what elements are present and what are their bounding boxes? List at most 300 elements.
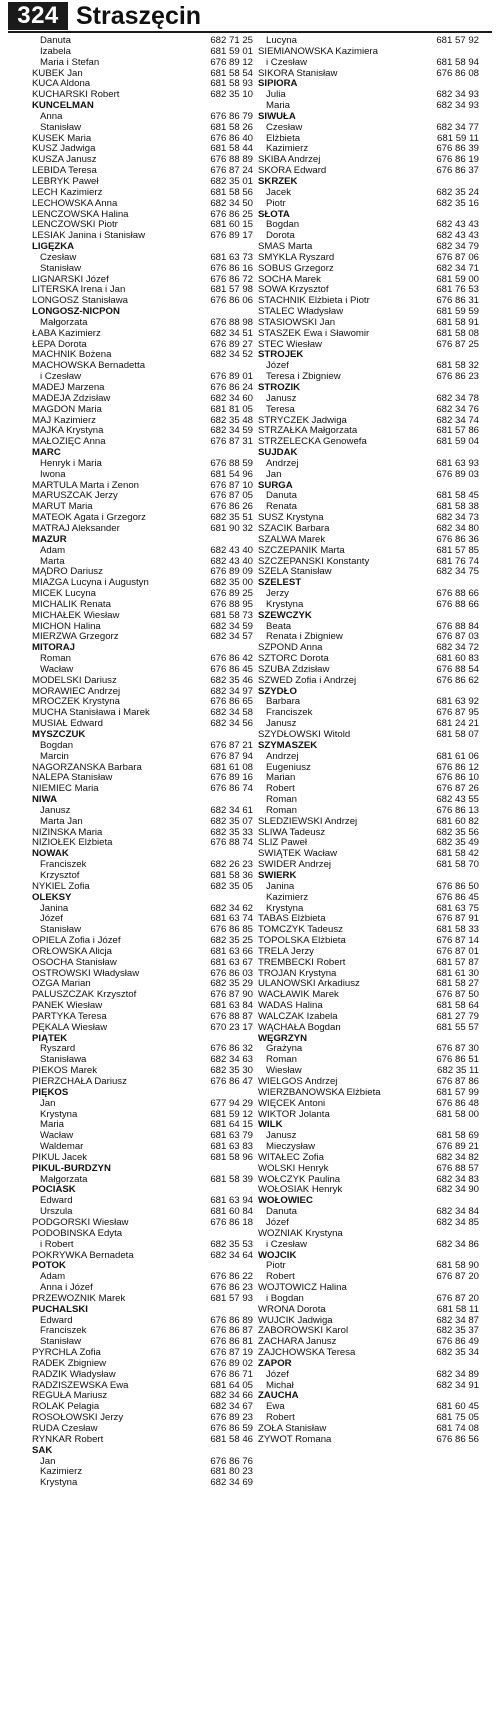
directory-entry [258, 936, 479, 947]
entry-name: SZUBA Zdzisław [258, 664, 330, 675]
directory-entry [258, 264, 479, 275]
entry-name: ZAJCHOWSKA Teresa [258, 1348, 356, 1359]
directory-entry [32, 687, 253, 698]
phone-number: 682 35 25 [210, 936, 253, 947]
entry-name: i Czesław [266, 1239, 308, 1250]
directory-entry [258, 372, 479, 383]
directory-entry [258, 1283, 479, 1294]
phone-number: 682 34 59 [210, 426, 253, 437]
directory-entry [258, 134, 479, 145]
entry-name: MROCZEK Krystyna [32, 697, 120, 708]
directory-entry [258, 90, 479, 101]
directory-entry [32, 958, 253, 969]
phone-number: 681 58 90 [436, 1261, 479, 1272]
entry-name: ŻOŁA Stanisław [258, 1424, 327, 1434]
phone-number: 676 86 32 [210, 1044, 253, 1055]
phone-number: 676 86 39 [436, 144, 479, 155]
surname-heading [32, 730, 253, 741]
phone-number: 681 59 04 [436, 437, 479, 448]
entry-name: Małgorzata [40, 1174, 88, 1185]
directory-entry [32, 1066, 253, 1077]
phone-number: 676 86 49 [436, 1337, 479, 1348]
phone-number: 676 86 72 [210, 274, 253, 285]
entry-name: PYRCHLA Zofia [32, 1348, 101, 1359]
entry-name: LEBIDA Teresa [32, 166, 97, 177]
directory-entry [32, 622, 253, 633]
entry-name: Elżbieta [266, 133, 301, 144]
entry-name: OSOCHA Stanisław [32, 957, 117, 968]
directory-entry [32, 665, 253, 676]
phone-number: 676 88 87 [210, 1011, 253, 1022]
phone-number: 681 58 64 [436, 1001, 479, 1012]
entry-name: MADEJ Marzena [32, 383, 105, 393]
entry-name: WILK [258, 1120, 283, 1131]
phone-number: 682 34 97 [210, 686, 253, 697]
entry-name: STACHNIK Elżbieta i Piotr [258, 296, 370, 307]
phone-number: 681 61 06 [436, 751, 479, 762]
phone-number: 682 34 51 [210, 328, 253, 339]
directory-entry [32, 600, 253, 611]
entry-name: Beata [266, 621, 292, 632]
directory-entry [258, 1240, 479, 1251]
directory-entry [32, 806, 253, 817]
phone-number: 681 58 32 [436, 361, 479, 372]
directory-entry [32, 1207, 253, 1218]
entry-name: Renata i Zbigniew [266, 632, 343, 643]
directory-entry [258, 513, 479, 524]
entry-name: SMAŚ Marta [258, 242, 313, 253]
surname-heading [32, 1034, 253, 1045]
phone-number: 676 86 74 [210, 784, 253, 795]
entry-name: WIELGOS Andrzej [258, 1077, 338, 1087]
entry-name: WIKTOR Jolanta [258, 1109, 330, 1120]
surname-heading [258, 1196, 479, 1207]
phone-number: 670 23 17 [210, 1022, 253, 1033]
entry-name: i Bogdan [266, 1293, 304, 1304]
phone-number: 676 88 54 [436, 664, 479, 675]
directory-entry [32, 134, 253, 145]
directory-entry [32, 459, 253, 470]
directory-entry [32, 1424, 253, 1435]
entry-name: WADAS Halina [258, 1001, 323, 1012]
phone-number: 676 87 21 [210, 740, 253, 751]
directory-entry [32, 296, 253, 307]
directory-entry [258, 557, 479, 568]
phone-number: 682 34 59 [210, 621, 253, 632]
phone-number: 676 87 19 [210, 1348, 253, 1359]
phone-number: 682 35 56 [436, 827, 479, 838]
phone-number: 681 58 33 [436, 925, 479, 936]
entry-name: LECH Kazimierz [32, 187, 103, 198]
phone-number: 676 89 27 [210, 339, 253, 350]
phone-number: 681 57 87 [436, 957, 479, 968]
entry-name: Michał [266, 1380, 294, 1391]
surname-heading [32, 643, 253, 654]
directory-entry [258, 1088, 479, 1099]
directory-entry [32, 752, 253, 763]
phone-number: 682 34 82 [436, 1152, 479, 1163]
directory-entry [258, 654, 479, 665]
directory-entry [258, 979, 479, 990]
entry-name: Józef [266, 1369, 289, 1380]
directory-entry [258, 947, 479, 958]
phone-number: 682 35 48 [210, 415, 253, 426]
entry-name: SZWED Zofia i Andrzej [258, 675, 357, 686]
directory-entry [258, 394, 479, 405]
directory-entry [258, 1153, 479, 1164]
directory-entry [32, 969, 253, 980]
directory-entry [32, 1467, 253, 1478]
entry-name: Maria [40, 1120, 64, 1131]
phone-number: 682 35 11 [437, 1066, 479, 1077]
phone-number: 681 54 96 [210, 469, 253, 480]
entry-name: KUSZA Janusz [32, 155, 97, 166]
entry-name: ROSOŁOWSKI Jerzy [32, 1413, 124, 1424]
entry-name: PIERZCHAŁA Dariusz [32, 1077, 127, 1087]
directory-entry [258, 437, 479, 448]
entry-name: PUCHALSKI [32, 1304, 88, 1315]
directory-entry [258, 470, 479, 481]
phone-number: 676 89 21 [436, 1142, 479, 1153]
phone-number: 676 86 25 [210, 209, 253, 220]
phone-number: 676 86 89 [210, 1315, 253, 1326]
phone-number: 682 34 73 [436, 513, 479, 524]
phone-number: 681 57 85 [436, 545, 479, 556]
phone-number: 676 88 57 [436, 1163, 479, 1174]
directory-entry [258, 567, 479, 578]
entry-name: STEC Wiesław [258, 339, 322, 350]
directory-entry [32, 1478, 253, 1489]
page-title: Straszęcin [76, 2, 202, 30]
phone-number: 676 86 24 [210, 383, 253, 393]
entry-name: Bogdan [266, 220, 300, 231]
phone-number: 681 60 45 [436, 1402, 479, 1413]
surname-heading [258, 112, 479, 123]
entry-name: Danuta [266, 1207, 297, 1218]
entry-name: TABAS Elżbieta [258, 914, 326, 925]
phone-number: 676 88 74 [210, 838, 253, 849]
surname-heading [258, 578, 479, 589]
directory-entry [258, 1294, 479, 1305]
entry-name: WOLSKI Henryk [258, 1163, 329, 1174]
phone-number: 681 58 96 [210, 1152, 253, 1163]
directory-entry [32, 1077, 253, 1088]
phone-number: 682 34 50 [210, 198, 253, 209]
phone-number: 681 60 84 [210, 1207, 253, 1218]
phone-number: 682 34 63 [210, 1055, 253, 1066]
entry-name: Teresa i Zbigniew [266, 372, 341, 383]
phone-number: 676 88 66 [436, 589, 479, 600]
entry-name: Julia [266, 90, 286, 101]
entry-name: ŚLIZ Paweł [258, 838, 308, 849]
directory-entry [32, 188, 253, 199]
directory-entry [258, 123, 479, 134]
right-column [258, 36, 479, 1446]
entry-name: Krystyna [266, 599, 304, 610]
phone-number: 676 88 84 [436, 621, 479, 632]
entry-name: Edward [40, 1315, 73, 1326]
directory-entry [258, 220, 479, 231]
phone-number: 682 35 34 [436, 1348, 479, 1359]
phone-number: 681 59 12 [210, 1109, 253, 1120]
phone-number: 682 43 40 [210, 556, 253, 567]
entry-name: LIGĘZKA [32, 242, 75, 253]
surname-heading [32, 1088, 253, 1099]
entry-name: Anna [40, 111, 63, 122]
phone-number: 681 63 73 [210, 252, 253, 263]
directory-entry [258, 199, 479, 210]
phone-number: 676 88 59 [210, 458, 253, 469]
directory-entry [258, 882, 479, 893]
entry-name: Grażyna [266, 1044, 303, 1055]
directory-entry [258, 828, 479, 839]
phone-number: 682 43 40 [210, 545, 253, 556]
directory-entry [32, 1337, 253, 1348]
directory-entry [258, 36, 479, 47]
entry-name: WOŁCZYK Paulina [258, 1174, 341, 1185]
phone-number: 676 86 42 [210, 654, 253, 665]
entry-name: MIERZWA Grzegorz [32, 632, 119, 643]
entry-name: Andrzej [266, 458, 299, 469]
entry-name: Jacek [266, 187, 292, 198]
entry-name: Jan [40, 1098, 56, 1109]
page-number-badge: 324 [8, 2, 68, 30]
entry-name: Wacław [40, 664, 74, 675]
entry-name: OSTROWSKI Władysław [32, 968, 140, 979]
phone-number: 676 86 85 [210, 925, 253, 936]
entry-name: REGUŁA Mariusz [32, 1391, 108, 1402]
entry-name: MARĆ [32, 448, 61, 459]
entry-name: Franciszek [266, 708, 313, 719]
phone-number: 682 34 60 [210, 393, 253, 404]
phone-number: 676 89 01 [210, 372, 253, 383]
surname-heading [32, 101, 253, 112]
entry-name: Danuta [266, 491, 297, 502]
entry-name: MODELSKI Dariusz [32, 675, 117, 686]
entry-name: Edward [40, 1196, 73, 1207]
phone-number: 682 35 53 [210, 1239, 253, 1250]
phone-number: 682 34 78 [436, 393, 479, 404]
entry-name: SUJDAK [258, 448, 298, 459]
directory-entry [258, 925, 479, 936]
phone-number: 681 58 26 [210, 122, 253, 133]
entry-name: LEBRYK Paweł [32, 176, 99, 187]
phone-number: 676 86 18 [210, 1217, 253, 1228]
surname-heading [258, 1034, 479, 1045]
phone-number: 676 86 45 [210, 664, 253, 675]
phone-number: 682 34 58 [210, 708, 253, 719]
directory-entry [258, 47, 479, 58]
phone-number: 681 60 15 [210, 220, 253, 231]
phone-number: 682 34 74 [436, 415, 479, 426]
entry-name: MARTULA Marta i Zenon [32, 480, 139, 491]
entry-name: Eugeniusz [266, 762, 311, 773]
directory-entry [32, 990, 253, 1001]
entry-name: SZALWA Marek [258, 534, 326, 545]
directory-entry [258, 1023, 479, 1034]
phone-number: 682 71 25 [210, 36, 253, 46]
entry-name: i Czesław [266, 57, 308, 68]
entry-name: STRZAŁKA Małgorzata [258, 426, 358, 437]
entry-name: KUCA Aldona [32, 79, 91, 90]
entry-name: SAK [32, 1445, 53, 1456]
phone-number: 676 86 79 [210, 111, 253, 122]
phone-number: 676 87 03 [436, 632, 479, 643]
phone-number: 676 86 51 [436, 1055, 479, 1066]
entry-name: Lucyna [266, 36, 297, 46]
directory-entry [258, 838, 479, 849]
entry-name: Janina [266, 881, 295, 892]
phone-number: 676 86 36 [436, 534, 479, 545]
surname-heading [32, 448, 253, 459]
directory-entry [258, 1326, 479, 1337]
directory-entry [32, 285, 253, 296]
directory-entry [258, 904, 479, 915]
surname-heading [32, 1305, 253, 1316]
phone-number: 681 61 08 [210, 762, 253, 773]
phone-number: 681 63 75 [436, 903, 479, 914]
phone-number: 682 34 93 [436, 101, 479, 112]
entry-name: WRONA Dorota [258, 1304, 326, 1315]
phone-number: 676 87 14 [436, 936, 479, 947]
directory-entry [258, 763, 479, 774]
directory-entry [258, 166, 479, 177]
directory-entry [258, 242, 479, 253]
phone-number: 682 35 05 [210, 881, 253, 892]
directory-entry [258, 860, 479, 871]
directory-entry [258, 589, 479, 600]
entry-name: POKRYWKA Bernadeta [32, 1250, 134, 1261]
entry-name: ŁABA Kazimierz [32, 328, 101, 339]
phone-number: 681 57 99 [436, 1087, 479, 1098]
phone-number: 676 86 62 [436, 675, 479, 686]
directory-entry [258, 990, 479, 1001]
phone-number: 681 59 59 [436, 307, 479, 318]
entry-name: WACŁAWIK Marek [258, 990, 339, 1001]
directory-entry [258, 361, 479, 372]
directory-entry [258, 1435, 479, 1446]
phone-number: 682 34 71 [436, 263, 479, 274]
phone-number: 676 87 24 [210, 166, 253, 177]
entry-name: Janusz [40, 805, 71, 816]
phone-number: 676 86 16 [210, 263, 253, 274]
entry-name: ŚWIĄTEK Wacław [258, 849, 338, 860]
entry-name: STALEC Władysław [258, 307, 344, 318]
phone-number: 676 86 10 [436, 773, 479, 784]
phone-number: 681 57 86 [436, 426, 479, 437]
directory-entry [32, 318, 253, 329]
phone-number: 676 87 90 [210, 990, 253, 1001]
entry-name: MAJKA Krystyna [32, 426, 104, 437]
directory-entry [32, 860, 253, 871]
phone-number: 676 86 23 [436, 372, 479, 383]
phone-number: 681 55 57 [436, 1022, 479, 1033]
phone-number: 676 87 20 [436, 1293, 479, 1304]
entry-name: LITERSKA Irena i Jan [32, 285, 126, 296]
entry-name: NIWA [32, 795, 58, 806]
directory-entry [32, 871, 253, 882]
entry-name: PIKUL Jacek [32, 1152, 88, 1163]
phone-number: 681 58 93 [210, 79, 253, 90]
entry-name: WÓJTOWICZ Halina [258, 1283, 347, 1294]
directory-entry [32, 481, 253, 492]
directory-entry [32, 828, 253, 839]
directory-entry [258, 340, 479, 351]
directory-entry [258, 1001, 479, 1012]
phone-number: 682 35 33 [210, 827, 253, 838]
surname-heading [258, 210, 479, 221]
directory-entry [32, 36, 253, 47]
phone-number: 676 87 05 [210, 491, 253, 502]
phone-number: 681 80 23 [210, 1467, 253, 1478]
phone-number: 682 35 16 [436, 198, 479, 209]
directory-entry [32, 329, 253, 340]
entry-name: MICHAŁEK Wiesław [32, 610, 120, 621]
entry-name: Urszula [40, 1207, 73, 1218]
phone-number: 681 58 39 [210, 1174, 253, 1185]
directory-entry [258, 784, 479, 795]
phone-number: 682 34 72 [436, 643, 479, 654]
phone-number: 681 58 70 [436, 860, 479, 871]
entry-name: ORŁOWSKA Alicja [32, 946, 112, 957]
directory-entry [32, 546, 253, 557]
entry-name: ROLAK Pelagia [32, 1402, 100, 1413]
phone-number: 676 86 47 [210, 1077, 253, 1087]
entry-name: MACHOWSKA Bernadetta [32, 361, 146, 372]
phone-number: 681 24 21 [436, 719, 479, 730]
entry-name: Józef [266, 1217, 289, 1228]
directory-entry [32, 90, 253, 101]
entry-name: STRÓZIK [258, 383, 301, 393]
phone-number: 681 61 30 [436, 968, 479, 979]
entry-name: NIZIŃSKA Maria [32, 827, 103, 838]
directory-entry [32, 947, 253, 958]
entry-name: Roman [266, 1055, 297, 1066]
entry-name: KUSZ Jadwiga [32, 144, 96, 155]
entry-name: ZACHARA Janusz [258, 1337, 337, 1348]
phone-number: 676 87 20 [436, 1272, 479, 1283]
phone-number: 682 35 07 [210, 816, 253, 827]
directory-entry [258, 719, 479, 730]
phone-number: 676 86 65 [210, 697, 253, 708]
directory-entry [32, 557, 253, 568]
surname-heading [258, 741, 479, 752]
entry-name: WIĘCEK Antoni [258, 1098, 326, 1109]
entry-name: Janina [40, 903, 69, 914]
entry-name: SZELA Stanisław [258, 567, 332, 578]
phone-number: 681 59 01 [210, 46, 253, 57]
entry-name: Józef [266, 361, 289, 372]
entry-name: WUJCIK Jadwiga [258, 1315, 333, 1326]
entry-name: SUSZ Krystyna [258, 513, 324, 524]
entry-name: WOŹNIAK Krystyna [258, 1228, 343, 1239]
phone-number: 682 35 30 [210, 1066, 253, 1077]
phone-number: 682 35 46 [210, 675, 253, 686]
directory-entry [32, 372, 253, 383]
directory-entry [258, 643, 479, 654]
surname-heading [32, 1446, 253, 1457]
directory-entry [258, 665, 479, 676]
directory-entry [258, 1424, 479, 1435]
directory-entry [258, 285, 479, 296]
entry-name: STRZELECKA Genowefa [258, 437, 367, 448]
phone-number: 677 94 29 [210, 1098, 253, 1109]
directory-entry [32, 394, 253, 405]
directory-entry [258, 405, 479, 416]
entry-name: Wacław [40, 1131, 74, 1142]
phone-number: 681 76 74 [436, 556, 479, 567]
entry-name: ZAPÓR [258, 1358, 292, 1369]
